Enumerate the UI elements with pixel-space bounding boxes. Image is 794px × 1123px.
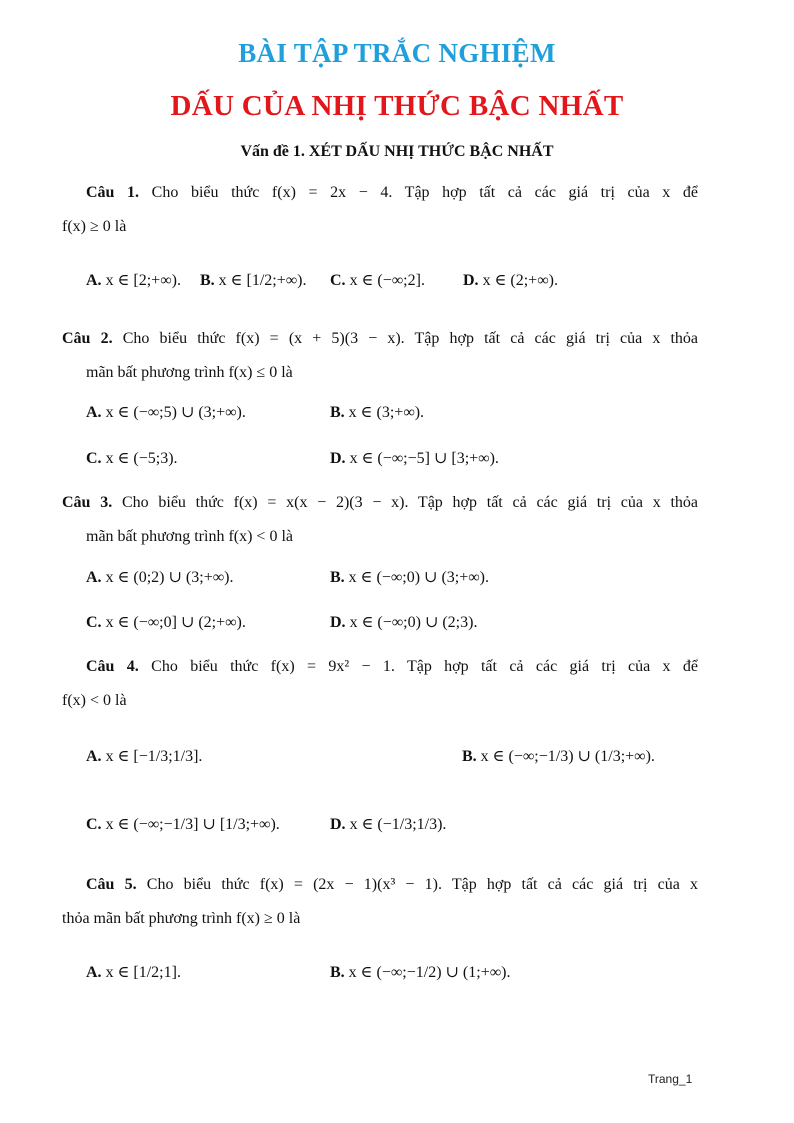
- q5-answer-a: [86, 962, 181, 982]
- answer-letter: A.: [86, 404, 102, 421]
- answer-letter: C.: [86, 450, 102, 467]
- answer-letter: A.: [86, 272, 102, 289]
- q1-answer-b: [200, 270, 307, 290]
- answer-expression: x ∈ (−∞;0] ∪ (2;+∞).: [101, 614, 246, 631]
- question-4: [62, 650, 698, 718]
- question-5-text: Cho biểu thức f(x) = (2x − 1)(x³ − 1). Tập hợp tất cả các giá trị của x: [146, 876, 698, 893]
- answer-letter: B.: [330, 404, 345, 421]
- q3-answer-b: [330, 567, 489, 587]
- q5-answer-b: [330, 962, 510, 982]
- q2-answer-b: [330, 402, 424, 422]
- answer-letter: D.: [330, 450, 346, 467]
- q3-answer-a: [86, 567, 233, 587]
- answer-letter: A.: [86, 748, 102, 765]
- answer-letter: D.: [463, 272, 479, 289]
- q4-answer-d: [330, 814, 446, 834]
- answer-expression: x ∈ [−1/3;1/3].: [101, 748, 203, 765]
- answer-letter: C.: [86, 614, 102, 631]
- answer-expression: x ∈ (−∞;−1/3] ∪ [1/3;+∞).: [101, 816, 280, 833]
- q3-answer-c: [86, 612, 246, 632]
- answer-expression: x ∈ (0;2) ∪ (3;+∞).: [101, 569, 234, 586]
- q4-answer-a: [86, 746, 202, 766]
- question-3-line-2: mãn bất phương trình f(x) < 0 là: [86, 528, 293, 545]
- page-number: Trang_1: [648, 1072, 693, 1086]
- page-subtitle: DẤU CỦA NHỊ THỨC BẬC NHẤT: [170, 90, 624, 122]
- answer-letter: A.: [86, 964, 102, 981]
- question-5-line-1: Câu 5. Cho biểu thức f(x) = (2x − 1)(x³ − 1). Tập hợp tất cả các giá trị của x: [86, 876, 698, 893]
- answer-expression: x ∈ (−∞;−1/2) ∪ (1;+∞).: [344, 964, 511, 981]
- answer-letter: B.: [330, 569, 345, 586]
- question-3-line-1: Câu 3. Cho biểu thức f(x) = x(x − 2)(3 − x). Tập hợp tất cả các giá trị của x thỏa: [62, 494, 698, 511]
- answer-expression: x ∈ (−∞;−5] ∪ [3;+∞).: [345, 450, 499, 467]
- q1-answer-a: [86, 270, 181, 290]
- question-4-text: Cho biểu thức f(x) = 9x² − 1. Tập hợp tất cả các giá trị của x để: [151, 658, 699, 675]
- answer-expression: x ∈ (−1/3;1/3).: [345, 816, 447, 833]
- q1-answer-c: [330, 270, 425, 290]
- answer-letter: D.: [330, 614, 346, 631]
- answer-expression: x ∈ (−∞;0) ∪ (3;+∞).: [344, 569, 489, 586]
- answer-letter: C.: [330, 272, 346, 289]
- q2-answer-d: [330, 448, 499, 468]
- answer-expression: x ∈ (3;+∞).: [344, 404, 425, 421]
- answer-expression: x ∈ (−∞;5) ∪ (3;+∞).: [101, 404, 246, 421]
- q4-answer-b: [462, 746, 655, 766]
- answer-expression: x ∈ (−∞;0) ∪ (2;3).: [345, 614, 478, 631]
- answer-letter: B.: [462, 748, 477, 765]
- question-1-line-2: f(x) ≥ 0 là: [62, 218, 127, 235]
- answer-letter: A.: [86, 569, 102, 586]
- answer-expression: x ∈ (2;+∞).: [478, 272, 558, 289]
- question-3: [62, 486, 698, 554]
- q2-answer-a: [86, 402, 246, 422]
- question-2-line-2: mãn bất phương trình f(x) ≤ 0 là: [86, 364, 293, 381]
- q3-answer-d: [330, 612, 477, 632]
- question-5: [62, 868, 698, 936]
- answer-expression: x ∈ [1/2;1].: [101, 964, 181, 981]
- answer-letter: C.: [86, 816, 102, 833]
- q4-answer-c: [86, 814, 280, 834]
- answer-expression: x ∈ (−5;3).: [101, 450, 178, 467]
- question-5-line-2: thỏa mãn bất phương trình f(x) ≥ 0 là: [62, 910, 301, 927]
- answer-letter: B.: [200, 272, 215, 289]
- q1-answer-d: [463, 270, 558, 290]
- answer-expression: x ∈ (−∞;2].: [345, 272, 425, 289]
- question-2-text: Cho biểu thức f(x) = (x + 5)(3 − x). Tập hợp tất cả các giá trị của x thỏa: [122, 330, 699, 347]
- answer-letter: D.: [330, 816, 346, 833]
- question-3-text: Cho biểu thức f(x) = x(x − 2)(3 − x). Tập hợp tất cả các giá trị của x thỏa: [121, 494, 698, 511]
- question-4-line-1: Câu 4. Cho biểu thức f(x) = 9x² − 1. Tập hợp tất cả các giá trị của x để: [86, 658, 699, 675]
- question-1-line-1: Câu 1. Cho biểu thức f(x) = 2x − 4. Tập hợp tất cả các giá trị của x để: [86, 184, 699, 201]
- question-1-text: Cho biểu thức f(x) = 2x − 4. Tập hợp tất cả các giá trị của x để: [151, 184, 699, 201]
- question-2-line-1: Câu 2. Cho biểu thức f(x) = (x + 5)(3 − x). Tập hợp tất cả các giá trị của x thỏa: [62, 330, 699, 347]
- answer-expression: x ∈ [2;+∞).: [101, 272, 181, 289]
- answer-expression: x ∈ [1/2;+∞).: [214, 272, 307, 289]
- q2-answer-c: [86, 448, 178, 468]
- answer-letter: B.: [330, 964, 345, 981]
- question-2: [62, 322, 698, 390]
- question-1: [62, 176, 698, 244]
- answer-expression: x ∈ (−∞;−1/3) ∪ (1/3;+∞).: [476, 748, 655, 765]
- page-title: BÀI TẬP TRẮC NGHIỆM: [238, 38, 556, 68]
- section-heading: Vấn đề 1. XÉT DẤU NHỊ THỨC BẬC NHẤT: [240, 143, 554, 160]
- question-4-line-2: f(x) < 0 là: [62, 692, 127, 709]
